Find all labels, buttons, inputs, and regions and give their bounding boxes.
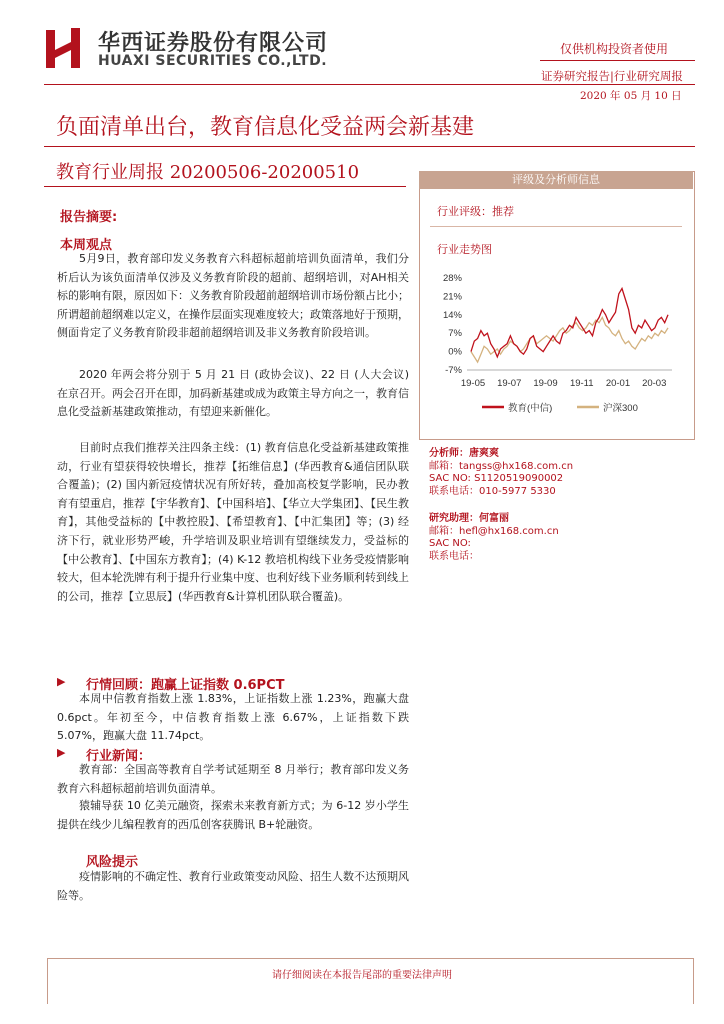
y-tick-label: 7%	[448, 328, 462, 340]
assistant-sac-label: SAC NO:	[429, 538, 471, 549]
rating-divider	[430, 226, 682, 227]
analyst-block	[429, 448, 573, 498]
report-date: 2020 年 05 月 10 日	[580, 90, 682, 102]
legal-footer[interactable]: 请仔细阅读在本报告尾部的重要法律声明	[272, 970, 452, 981]
series-line-1	[471, 317, 668, 362]
series-line-0	[471, 289, 668, 357]
report-subtitle: 教育行业周报 20200506-20200510	[56, 162, 360, 183]
risk-title: 风险提示	[86, 855, 139, 870]
legend-label: 沪深300	[603, 403, 638, 414]
analyst-name: 唐爽爽	[469, 448, 499, 459]
market-review-p: 本周中信教育指数上涨 1.83%，上证指数上涨 1.23%，跑赢大盘 0.6pct。年初至今，中信教育指数上涨 6.67%，上证指数下跌 5.07%，跑赢大盘 11.74pct。	[57, 692, 409, 743]
footer-rule-top	[47, 958, 694, 959]
legend-label: 教育(中信)	[508, 403, 553, 414]
y-tick-label: -7%	[445, 365, 462, 376]
bullet-icon: ▶	[57, 746, 66, 759]
y-tick-label: 28%	[442, 273, 462, 284]
report-type: 证券研究报告|行业研究周报	[541, 69, 683, 83]
x-tick-label: 19-11	[569, 378, 594, 389]
title-rule	[44, 146, 695, 147]
x-tick-label: 19-05	[460, 378, 486, 389]
analyst-sac: S1120519090002	[474, 473, 564, 484]
industry-rating: 行业评级：推荐	[437, 205, 514, 218]
market-review-title: 行情回顾：跑赢上证指数 0.6PCT	[86, 678, 285, 693]
x-tick-label: 20-01	[605, 378, 631, 389]
subtitle-rule	[44, 186, 406, 187]
risk-p: 疫情影响的不确定性、教育行业政策变动风险、招生人数不达预期风险等。	[57, 870, 409, 902]
analyst-email-label: 邮箱：	[429, 460, 459, 472]
assistant-phone-label: 联系电话：	[429, 550, 479, 562]
weekly-view-p3: 目前时点我们推荐关注四条主线：(1) 教育信息化受益新基建政策推动，行业有望获得较快增长，推荐【拓维信息】(华西教育&通信团队联合覆盖)；(2) 国内新冠疫情状况有所好转，叠加高校复学影响，民办教育有望重启，推荐【宇华教育】、【中国科培】、【华立大学集团】、【民生教育】，其他受益标的【中教控股】、【希望教育】、【中汇集团】等；(3) 经济下行，就业形势严峻，升学培训及职业培训有望继续发力，受益标的【中公教育】、【中国东方教育】；(4) K-12 教培机构线下业务受疫情影响较大，但本轮洗牌有利于提升行业集中度、也利好线下业务顺利转到线上的公司，推荐【立思辰】(华西教育&计算机团队联合覆盖)。	[57, 441, 409, 603]
analyst-phone: 010-5977 5330	[479, 485, 556, 497]
trend-chart-title: 行业走势图	[437, 243, 492, 256]
assistant-label: 研究助理：	[429, 513, 479, 524]
weekly-view-p1: 5月9日，教育部印发义务教育六科超标超前培训负面清单，我们分析后认为该负面清单仅涉及义务教育阶段的超前、超纲培训，对AH相关标的影响有限，原因如下：义务教育阶段超前超纲培训市场份额占比小；所谓超前超纲难以定义，在操作层面实现难度较大；政策落地好于预期，侧面肯定了义务教育阶段非超前超纲培训及非义务教育阶段培训。	[57, 252, 409, 340]
x-tick-label: 20-03	[642, 378, 667, 389]
y-tick-label: 21%	[442, 291, 462, 303]
y-tick-label: 0%	[448, 346, 462, 358]
weekly-view-title: 本周观点	[60, 238, 113, 253]
summary-label: 报告摘要:	[60, 210, 118, 225]
huaxi-logo-icon	[44, 26, 86, 70]
footer-rule-right	[693, 958, 694, 1004]
company-logo	[44, 26, 86, 70]
x-tick-label: 19-09	[533, 378, 558, 389]
usage-note: 仅供机构投资者使用	[560, 42, 669, 56]
assistant-block	[429, 513, 559, 563]
company-name-cn: 华西证券股份有限公司	[98, 31, 329, 56]
bullet-icon: ▶	[57, 675, 66, 688]
rating-box-header: 评级及分析师信息	[419, 171, 693, 189]
header-rule	[44, 84, 695, 85]
analyst-phone-label: 联系电话：	[429, 485, 479, 497]
analyst-label: 分析师：	[429, 448, 469, 459]
analyst-email[interactable]: tangss@hx168.com.cn	[459, 460, 574, 472]
industry-news-p2: 猿辅导获 10 亿美元融资，探索未来教育新方式；为 6-12 岁小学生提供在线少儿编程教育的西瓜创客获腾讯 B+轮融资。	[57, 799, 409, 831]
industry-news-p1: 教育部：全国高等教育自学考试延期至 8 月举行；教育部印发义务教育六科超标超前培训负面清单。	[57, 763, 409, 795]
trend-chart	[427, 262, 683, 426]
assistant-email-label: 邮箱：	[429, 525, 459, 537]
footer-rule-left	[47, 958, 48, 1004]
analyst-sac-label: SAC NO:	[429, 473, 471, 484]
report-title: 负面清单出台，教育信息化受益两会新基建	[56, 115, 475, 140]
company-name-en: HUAXI SECURITIES CO.,LTD.	[98, 53, 328, 69]
industry-news-title: 行业新闻：	[86, 749, 152, 764]
assistant-email[interactable]: hefl@hx168.com.cn	[459, 525, 559, 537]
assistant-name: 何富丽	[479, 513, 509, 524]
header-divider	[540, 60, 695, 61]
weekly-view-p2: 2020 年两会将分别于 5 月 21 日 (政协会议)、22 日 (人大会议) 在京召开。两会召开在即，加码新基建或成为政策主导方向之一，教育信息化受益新基建政策推动，有望迎来新催化。	[57, 368, 409, 419]
x-tick-label: 19-07	[497, 378, 522, 389]
y-tick-label: 14%	[442, 309, 462, 321]
